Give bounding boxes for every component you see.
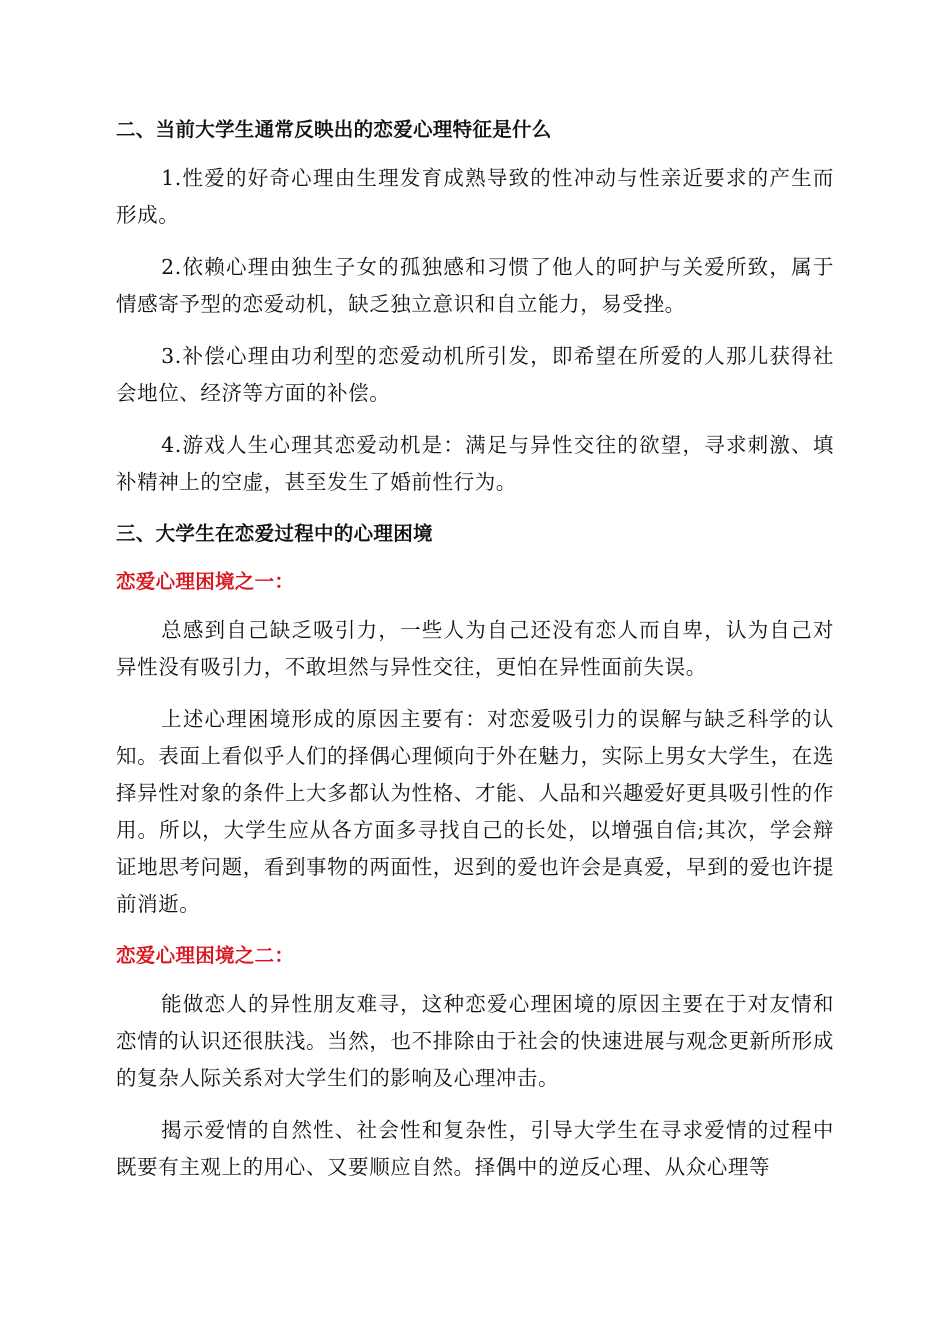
paragraph-curiosity: 1.性爱的好奇心理由生理发育成熟导致的性冲动与性亲近要求的产生而形成。	[116, 166, 834, 227]
paragraph-dependence: 2.依赖心理由独生子女的孤独感和习惯了他人的呵护与关爱所致，属于情感寄予型的恋爱动机，缺乏独立意识和自立能力，易受挫。	[116, 255, 834, 316]
paragraph-lack-attraction: 总感到自己缺乏吸引力，一些人为自己还没有恋人而自卑，认为自己对异性没有吸引力，不敢坦然与异性交往，更怕在异性面前失误。	[116, 618, 834, 679]
paragraph-compensation: 3.补偿心理由功利型的恋爱动机所引发，即希望在所爱的人那儿获得社会地位、经济等方面的补偿。	[116, 344, 834, 405]
paragraph-hard-to-find: 能做恋人的异性朋友难寻，这种恋爱心理困境的原因主要在于对友情和恋情的认识还很肤浅。当然，也不排除由于社会的快速进展与观念更新所形成的复杂人际关系对大学生们的影响及心理冲击。	[116, 992, 834, 1090]
paragraph-causes-one: 上述心理困境形成的原因主要有：对恋爱吸引力的误解与缺乏科学的认知。表面上看似乎人们的择偶心理倾向于外在魅力，实际上男女大学生，在选择异性对象的条件上大多都认为性格、才能、人品和兴趣爱好更具吸引性的作用。所以，大学生应从各方面多寻找自己的长处，以增强自信;其次，学会辩证地思考问题，看到事物的两面性，迟到的爱也许会是真爱，早到的爱也许提前消逝。	[116, 707, 834, 916]
section-heading-three: 三、大学生在恋爱过程中的心理困境	[116, 522, 433, 545]
subheading-dilemma-two: 恋爱心理困境之二：	[116, 944, 295, 967]
paragraph-reveal-love: 揭示爱情的自然性、社会性和复杂性，引导大学生在寻求爱情的过程中既要有主观上的用心、又要顺应自然。择偶中的逆反心理、从众心理等	[116, 1118, 834, 1179]
section-heading-two: 二、当前大学生通常反映出的恋爱心理特征是什么	[116, 118, 552, 141]
subheading-dilemma-one: 恋爱心理困境之一：	[116, 570, 295, 593]
paragraph-game-of-life: 4.游戏人生心理其恋爱动机是：满足与异性交往的欲望，寻求刺激、填补精神上的空虚，甚至发生了婚前性行为。	[116, 433, 834, 494]
document-page	[116, 112, 834, 1201]
